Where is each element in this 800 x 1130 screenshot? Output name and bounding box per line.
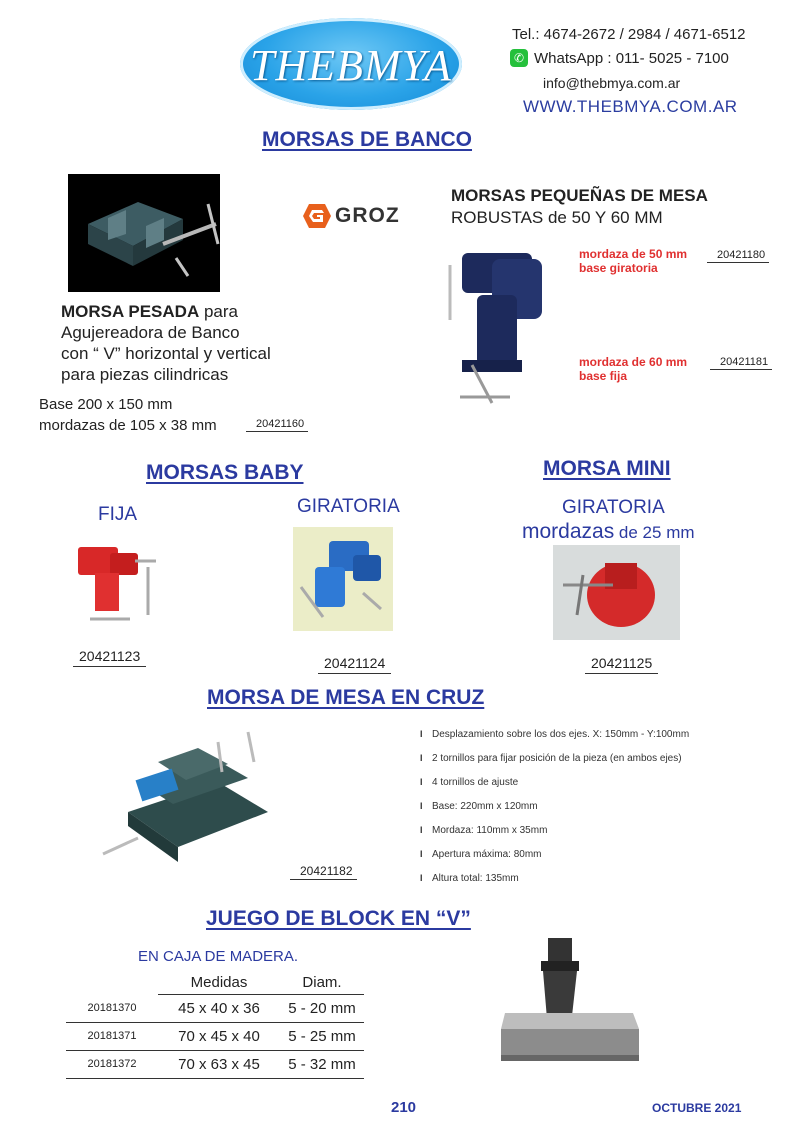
spec-bullet: I	[420, 849, 423, 859]
row-medidas: 45 x 40 x 36	[158, 995, 280, 1023]
row-medidas: 70 x 45 x 40	[158, 1022, 280, 1050]
phone-text: Tel.: 4674-2672 / 2984 / 4671-6512	[512, 26, 746, 43]
spec-item	[420, 794, 780, 818]
product-code-20421181: 20421181	[710, 356, 772, 370]
morsa-pesada-mordazas: mordazas de 105 x 38 mm	[39, 417, 217, 434]
row-diam: 5 - 32 mm	[280, 1050, 364, 1078]
morsa-pesada-title-rest: para	[199, 302, 238, 321]
section-title-morsa-cruz: MORSA DE MESA EN CRUZ	[207, 686, 485, 709]
section-title-morsa-mini: MORSA MINI	[543, 457, 671, 480]
spec-item	[420, 818, 780, 842]
morsa-60mm-line1: mordaza de 60 mm	[579, 355, 688, 369]
mini-giratoria-label: GIRATORIA	[562, 497, 665, 518]
groz-icon	[302, 203, 332, 229]
email-text: info@thebmya.com.ar	[543, 75, 681, 91]
spec-item	[420, 866, 780, 890]
morsa-pesada-base: Base 200 x 150 mm	[39, 396, 173, 413]
morsa-cruz-image	[98, 722, 270, 868]
morsa-pesada-title: MORSA PESADA	[61, 302, 200, 321]
morsa-60mm-desc	[579, 355, 687, 383]
spec-bullet: I	[420, 753, 423, 763]
section-title-morsas-banco: MORSAS DE BANCO	[262, 128, 473, 151]
row-diam: 5 - 25 mm	[280, 1022, 364, 1050]
baby-fija-label: FIJA	[98, 504, 138, 525]
morsa-pequena-image	[432, 245, 557, 407]
company-logo	[240, 18, 462, 110]
section-title-block-v: JUEGO DE BLOCK EN “V”	[206, 907, 471, 930]
section-title-morsas-baby: MORSAS BABY	[146, 461, 304, 484]
morsa-50mm-line1: mordaza de 50 mm	[579, 247, 688, 261]
groz-text: GROZ	[335, 204, 400, 227]
row-code: 20181372	[66, 1050, 158, 1078]
spec-text: 2 tornillos para fijar posición de la pieza (en ambos ejes)	[432, 752, 682, 764]
baby-giratoria-label: GIRATORIA	[297, 496, 400, 517]
morsa-mini-image	[553, 545, 680, 640]
morsas-pequenas-subtitle: ROBUSTAS de 50 Y 60 MM	[451, 208, 663, 227]
whatsapp-text: WhatsApp : 011- 5025 - 7100	[534, 49, 729, 67]
publication-date: OCTUBRE 2021	[652, 1101, 742, 1115]
morsa-baby-fija-image	[60, 533, 160, 633]
product-code-20421123: 20421123	[73, 648, 146, 667]
morsa-pesada-line4: para piezas cilindricas	[61, 365, 229, 384]
product-code-20421160: 20421160	[246, 418, 308, 432]
row-medidas: 70 x 63 x 45	[158, 1050, 280, 1078]
morsa-50mm-desc	[579, 247, 687, 275]
whatsapp-icon: ✆	[510, 49, 528, 67]
row-code: 20181371	[66, 1022, 158, 1050]
row-code: 20181370	[66, 995, 158, 1023]
morsas-pequenas-title: MORSAS PEQUEÑAS DE MESA	[451, 186, 708, 205]
block-v-image	[493, 933, 645, 1071]
table-row	[66, 995, 364, 1023]
spec-text: Desplazamiento sobre los dos ejes. X: 150mm - Y:100mm	[432, 728, 690, 740]
morsa-50mm-line2: base giratoria	[579, 261, 658, 275]
spec-bullet: I	[420, 777, 423, 787]
morsa-pesada-title-line	[61, 301, 271, 322]
morsa-pesada-desc	[61, 301, 271, 385]
logo-text: THEBMYA	[250, 41, 452, 90]
row-diam: 5 - 20 mm	[280, 995, 364, 1023]
cruz-spec-list	[420, 722, 780, 890]
col-header-medidas: Medidas	[158, 970, 280, 995]
table-row	[66, 1022, 364, 1050]
morsa-pesada-image	[68, 174, 220, 292]
mini-mordazas-size: de 25 mm	[614, 523, 695, 542]
block-v-subtitle: EN CAJA DE MADERA.	[138, 948, 299, 965]
block-v-table	[66, 970, 364, 1079]
product-code-20421124: 20421124	[318, 655, 391, 674]
morsa-60mm-line2: base fija	[579, 369, 628, 383]
product-code-20421182: 20421182	[290, 864, 357, 880]
page-number: 210	[391, 1099, 417, 1116]
spec-text: Altura total: 135mm	[432, 872, 519, 884]
mini-mordazas-line	[522, 520, 695, 544]
spec-item	[420, 842, 780, 866]
whatsapp-row	[510, 49, 729, 67]
spec-item	[420, 770, 780, 794]
spec-item	[420, 746, 780, 770]
morsa-pesada-line3: con “ V” horizontal y vertical	[61, 344, 271, 363]
spec-text: Mordaza: 110mm x 35mm	[432, 824, 548, 836]
groz-brand-logo	[302, 203, 400, 229]
spec-text: Apertura máxima: 80mm	[432, 848, 542, 860]
product-code-20421180: 20421180	[707, 249, 769, 263]
spec-item	[420, 722, 780, 746]
spec-bullet: I	[420, 729, 423, 739]
mini-mordazas-word: mordazas	[522, 520, 615, 543]
product-code-20421125: 20421125	[585, 655, 658, 674]
morsa-pesada-line2: Agujereadora de Banco	[61, 323, 240, 342]
col-header-diam: Diam.	[280, 970, 364, 995]
spec-bullet: I	[420, 873, 423, 883]
spec-bullet: I	[420, 825, 423, 835]
spec-text: 4 tornillos de ajuste	[432, 776, 519, 788]
spec-text: Base: 220mm x 120mm	[432, 800, 538, 812]
website-link[interactable]: WWW.THEBMYA.COM.AR	[523, 97, 738, 116]
spec-bullet: I	[420, 801, 423, 811]
table-header-row	[66, 970, 364, 995]
table-row	[66, 1050, 364, 1078]
morsa-baby-giratoria-image	[293, 527, 393, 631]
